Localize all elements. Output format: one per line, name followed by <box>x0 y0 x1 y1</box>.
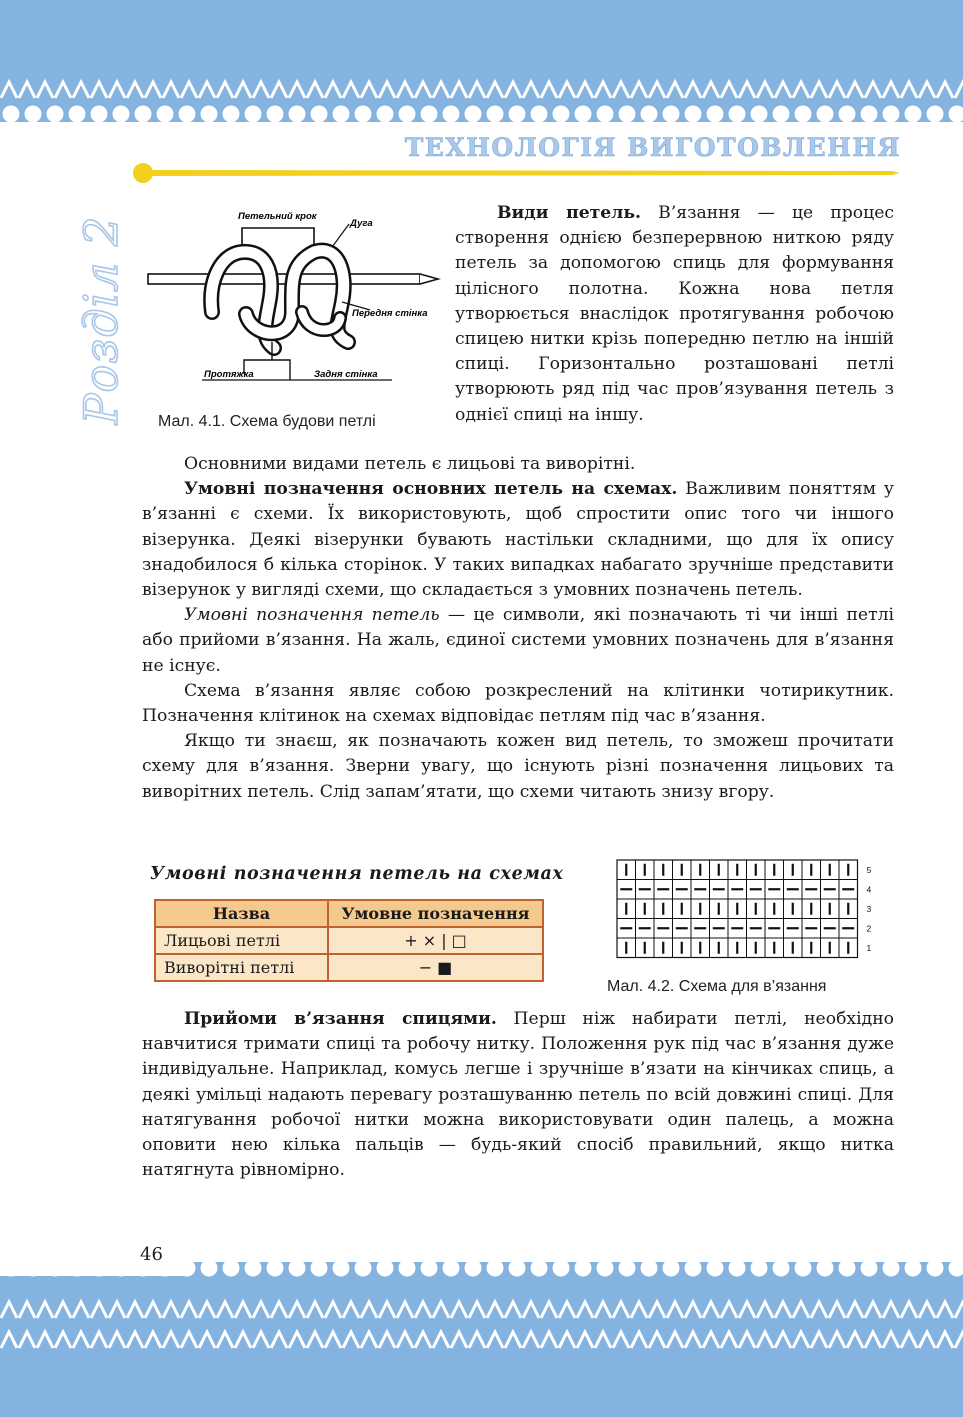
paragraph-1: Основними видами петель є лицьові та виворітні. <box>184 454 636 474</box>
techniques-lead: Прийоми в’язання спицями. <box>184 1009 497 1029</box>
table-cell-symbol: − ■ <box>328 954 543 981</box>
section-label: Розділ 2 <box>74 215 128 425</box>
label-loop-step: Петельний крок <box>238 211 317 222</box>
table-header-row <box>155 900 543 927</box>
row-number-label: 5 <box>866 864 872 875</box>
techniques-paragraph: Прийоми в’язання спицями. Перш ніж набирати петлі, необхідно навчитися тримати спиці та робочу нитку. Положення рук під час в’язання дуже індивідуальне. Наприклад, комусь легше і зручніше в’язати на кінчиках спиць, а деякі умільці надають перевагу розташуванню петель по всій довжині спиці. Для натягування робочої нитки можна використовувати один палець, а можна оповити нею кілька пальців — будь-який спосіб правильний, якщо нитка натягнута рівномірно. <box>142 1009 894 1181</box>
paragraph-3: Умовні позначення петель — це символи, які позначають ті чи інші петлі або прийоми в’язання. На жаль, єдиної системи умовних позначень для в’язання не існує. <box>142 605 894 676</box>
row-number-label: 2 <box>866 923 872 934</box>
top-scallop-edge <box>0 100 963 132</box>
row-number-label: 4 <box>866 884 872 895</box>
section-title: ТЕХНОЛОГІЯ ВИГОТОВЛЕННЯ <box>404 133 901 162</box>
table-cell-name: Лицьові петлі <box>155 927 328 954</box>
table-row <box>155 927 543 954</box>
table-header-symbol: Умовне позначення <box>328 900 543 927</box>
header-accent-line <box>132 162 900 184</box>
legend-table <box>154 899 544 982</box>
table-cell-symbol: + × | □ <box>328 927 543 954</box>
row-number-label: 1 <box>866 942 872 953</box>
paragraph-2: Умовні позначення основних петель на схемах. Важливим поняттям у в’язанні є схеми. Їх використовують, щоб спростити опис того чи іншого візерунка. Деякі візерунки бувають настільки складними, що для їх опису знадобилося б кілька сторінок. У таких випадках набагато зручніше представити візерунок у вигляді схеми, що складається з умовних позначень петель. <box>142 479 894 601</box>
top-zigzag-ornament <box>0 78 963 100</box>
knitting-chart-grid <box>615 858 872 960</box>
table-header-name: Назва <box>155 900 328 927</box>
intro-lead: Види петель. <box>497 203 642 223</box>
row-number-label: 3 <box>866 903 872 914</box>
bottom-decorative-band <box>0 1262 963 1417</box>
figure2-caption: Мал. 4.2. Схема для в’язання <box>607 978 827 995</box>
paragraph-5: Якщо ти знаєш, як позначають кожен вид петель, то зможеш прочитати схему для в’язання. Зверни увагу, що існують різні позначення лицьових та виворітних петель. Слід запам’ятати, що схеми читають знизу вгору. <box>142 731 894 802</box>
label-front-wall: Передня стінка <box>352 308 428 319</box>
label-back-wall: Задня стінка <box>314 369 378 380</box>
label-arc: Дуга <box>350 218 373 229</box>
bottom-zigzag-ornament-2 <box>0 1328 963 1350</box>
body-text <box>142 452 894 805</box>
legend-table-title: Умовні позначення петель на схемах <box>150 864 564 884</box>
bottom-zigzag-ornament <box>0 1298 963 1320</box>
label-pull-through: Протяжка <box>204 369 254 380</box>
figure1-caption: Мал. 4.1. Схема будови петлі <box>158 413 376 430</box>
paragraph-4: Схема в’язання являє собою розкреслений на клітинки чотирикутник. Позначення клітинок на схемах відповідає петлям під час в’язання. <box>142 680 894 727</box>
page-number: 46 <box>140 1244 163 1265</box>
table-row <box>155 954 543 981</box>
table-cell-name: Виворітні петлі <box>155 954 328 981</box>
loop-structure-figure <box>142 202 442 398</box>
intro-paragraph: Види петель. В’язання — це процес створення однією безперервною ниткою ряду петель за допомогою спиць для формування цілісного полотна. Кожна нова петля утворюється внаслідок протягування робочою спицею нитки крізь попередню петлю на іншій спиці. Горизонтально розташовані петлі утворюють ряд під час пров’язування петель з однієї спиці на іншу. <box>455 203 894 425</box>
